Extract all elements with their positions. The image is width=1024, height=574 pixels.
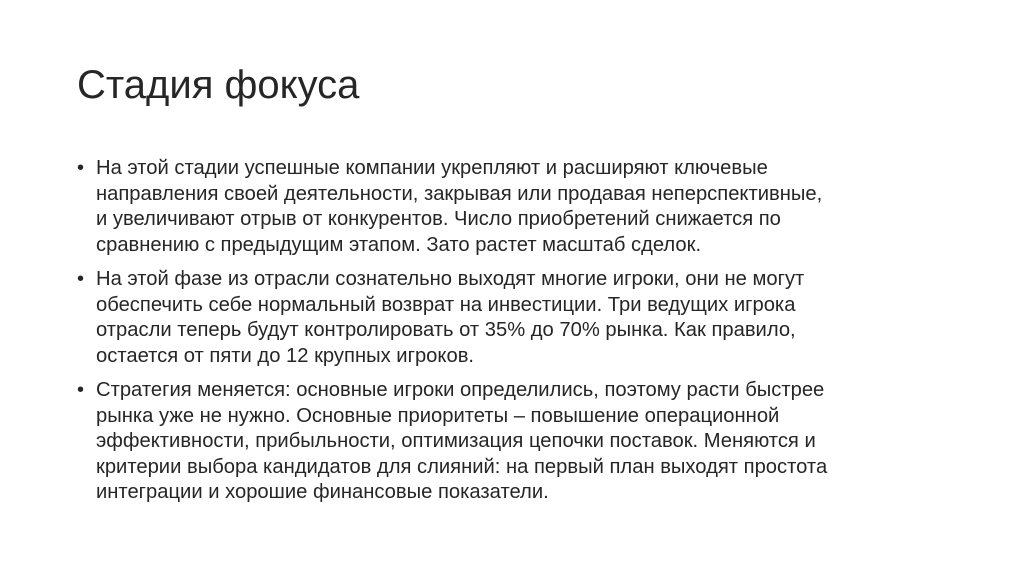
bullet-icon: • [77,379,85,401]
bullet-item-2 [77,267,947,369]
bullet-item-1 [77,156,947,258]
bullet-text-line: рынка уже не нужно. Основные приоритеты – повышение операционной [96,404,780,427]
bullet-icon: • [77,268,85,290]
bullet-text-line: остается от пяти до 12 крупных игроков. [96,344,475,367]
bullet-text-line: направления своей деятельности, закрывая или продавая неперспективные, [96,182,823,205]
slide-title: Стадия фокуса [77,63,360,107]
bullet-text-line: обеспечить себе нормальный возврат на инвестиции. Три ведущих игрока [96,293,796,316]
bullet-text-line: На этой фазе из отрасли сознательно выходят многие игроки, они не могут [96,268,805,290]
bullet-item-3 [77,378,947,506]
bullet-text-line: критерии выбора кандидатов для слияний: на первый план выходят простота [96,455,828,478]
bullet-text-line: и увеличивают отрыв от конкурентов. Число приобретений снижается по [96,208,781,230]
bullet-text-line: сравнению с предыдущим этапом. Зато растет масштаб сделок. [96,233,702,256]
bullet-text-line: эффективности, прибыльности, оптимизация цепочки поставок. Меняются и [96,430,816,452]
bullet-text-line: На этой стадии успешные компании укрепляют и расширяют ключевые [96,157,768,179]
bullet-text-line: интеграции и хорошие финансовые показатели. [96,481,549,503]
bullet-list [77,156,947,515]
bullet-text-line: отрасли теперь будут контролировать от 35% до 70% рынка. Как правило, [96,319,796,341]
bullet-icon: • [77,157,85,179]
bullet-text-line: Стратегия меняется: основные игроки определились, поэтому расти быстрее [96,379,825,401]
